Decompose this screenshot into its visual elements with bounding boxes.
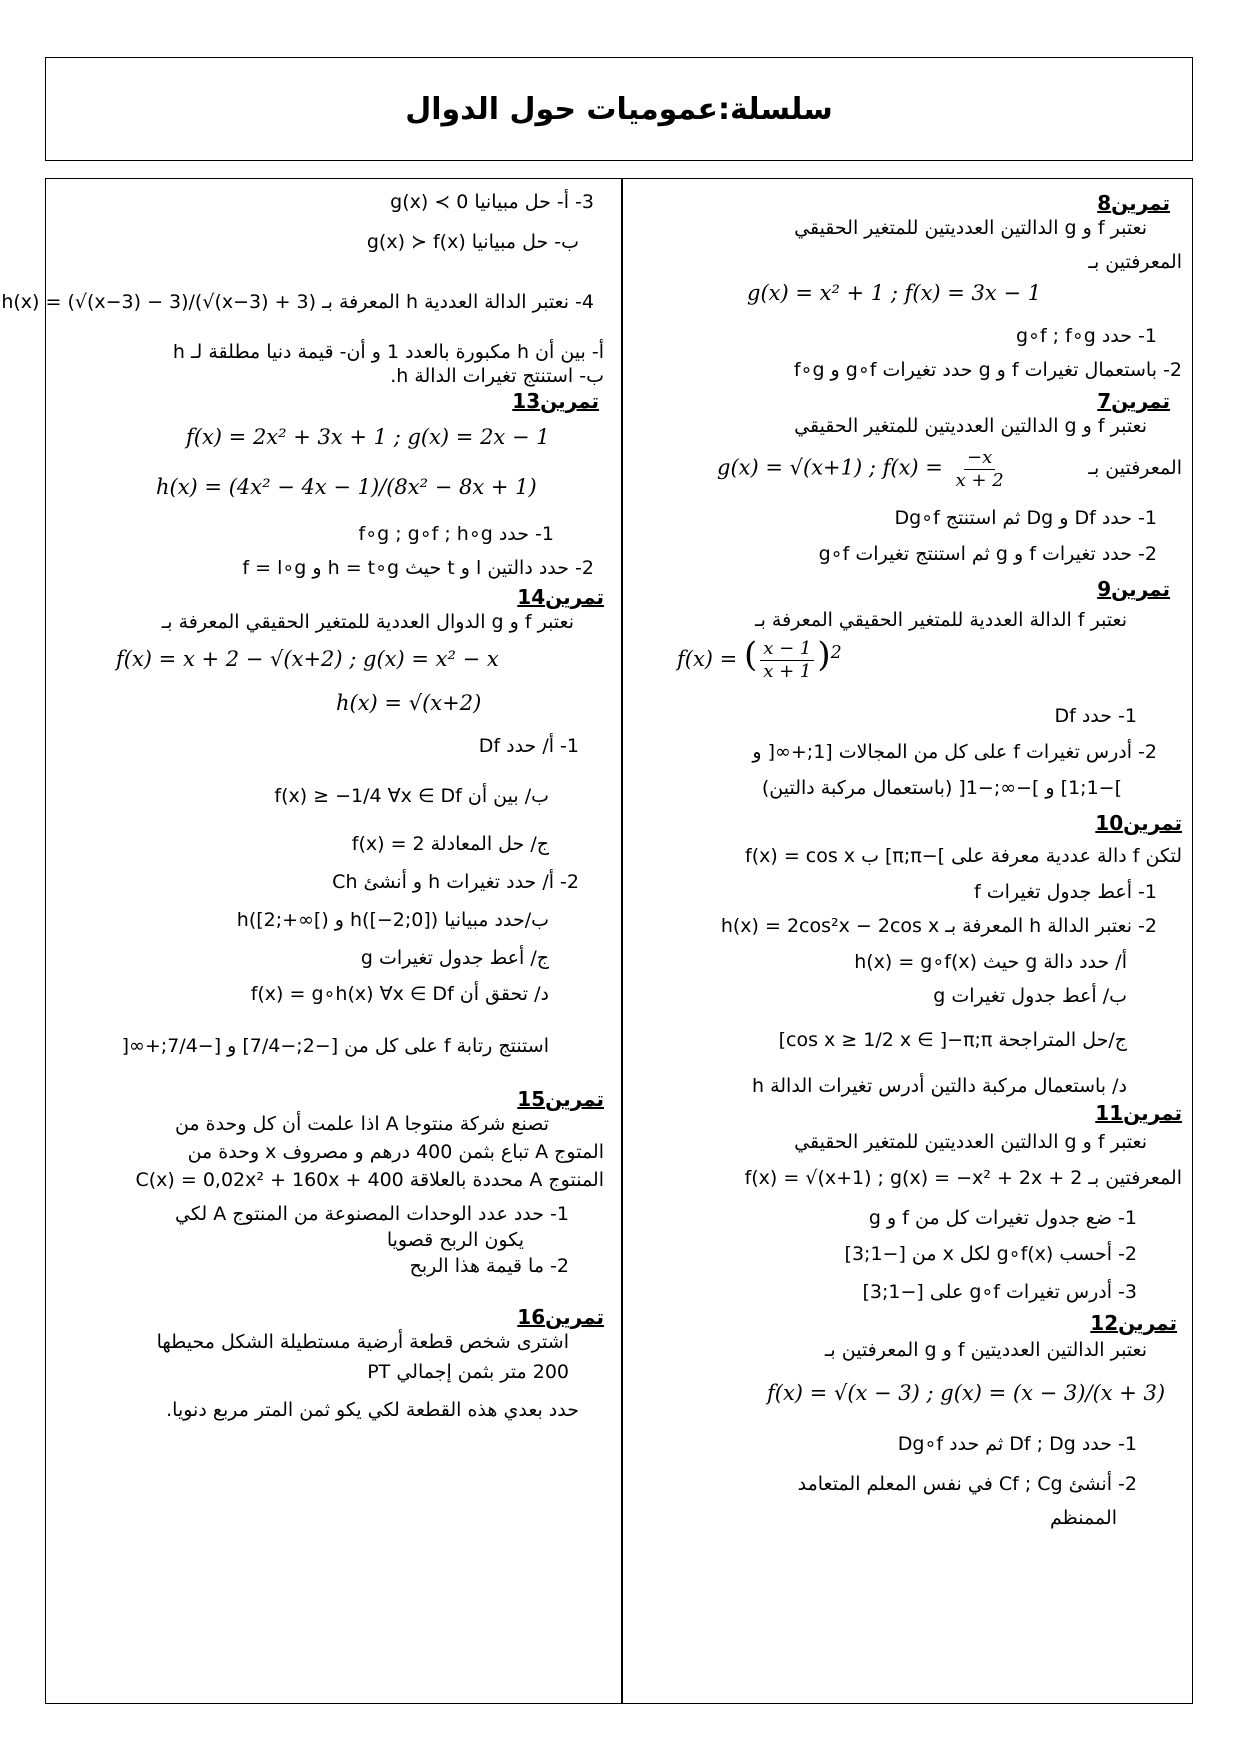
ex14-definition1: f(x) = x + 2 − √(x+2) ; g(x) = x² − x xyxy=(116,647,499,671)
ex9-question2b: ]−1;1] و ]−∞;−1[ (باستعمال مركبة دالتين) xyxy=(761,777,1122,799)
ex9-definition: f(x) = ( $\frac{x - 1}{x + 1}$ )$^2$ xyxy=(677,635,842,682)
ex11-question3: 3- أدرس تغيرات g∘f على [−1;3] xyxy=(862,1281,1137,1303)
ex7-question2: 2- حدد تغيرات f و g ثم استنتج تغيرات g∘f xyxy=(818,543,1157,565)
ex14-line1: نعتبر f و g الدوال العددية للمتغير الحقيقي المعرفة بـ xyxy=(161,611,574,633)
ex7-line2: المعرفتين بـ xyxy=(1088,457,1182,479)
exercise-8-heading: تمرين8 xyxy=(1097,191,1170,215)
column-divider xyxy=(621,179,623,1703)
ex9-question2: 2- أدرس تغيرات f على كل من المجالات [1;+∞[ و xyxy=(752,741,1157,763)
ex13-definition2: h(x) = (4x² − 4x − 1)/(8x² − 8x + 1) xyxy=(156,475,537,499)
ex10-question2c: ج/حل المتراجحة cos x ≥ 1/2 x ∈ ]−π;π] xyxy=(778,1029,1127,1051)
ex7-question1: 1- حدد Df و Dg ثم استنتج Dg∘f xyxy=(894,507,1157,529)
page-title: سلسلة:عموميات حول الدوال xyxy=(405,91,833,127)
ex7-definition xyxy=(717,447,1010,491)
exercise-12-heading: تمرين12 xyxy=(1090,1311,1177,1335)
ex9-line1: نعتبر f الدالة العددية للمتغير الحقيقي المعرفة بـ xyxy=(755,609,1127,631)
ex16-line3: حدد بعدي هذه القطعة لكي يكو ثمن المتر مربع دنويا. xyxy=(166,1399,579,1421)
ex10-question2a: أ/ حدد دالة g حيث h(x) = g∘f(x) xyxy=(854,951,1127,973)
ex7-frac-denominator: x + 2 xyxy=(955,469,1004,491)
ex11-question2: 2- أحسب g∘f(x) لكل x من [−1;3] xyxy=(844,1243,1137,1265)
ex7-def-text: g(x) = √(x+1) ; f(x) = xyxy=(717,455,943,480)
ex11-line2: المعرفتين بـ f(x) = √(x+1) ; g(x) = −x² + 2x + 2 xyxy=(744,1167,1182,1189)
ex9-exponent: 2 xyxy=(830,643,842,663)
ex12-question3a: 3- أ- حل مبيانيا g(x) ≺ 0 xyxy=(390,191,594,213)
exercise-9-heading: تمرين9 xyxy=(1097,577,1170,601)
ex9-question1: 1- حدد Df xyxy=(1054,705,1137,727)
ex12-question4a: أ- بين أن h مكبورة بالعدد 1 و أن- قيمة دنيا مطلقة لـ h xyxy=(172,341,604,363)
ex10-question2b: ب/ أعط جدول تغيرات g xyxy=(933,985,1127,1007)
title-box xyxy=(45,57,1193,161)
ex14-question2e: استنتج رتابة f على كل من [−2;−7/4] و [−7/4;+∞[ xyxy=(121,1035,549,1057)
ex16-line2: 200 متر بثمن إجمالي PT xyxy=(367,1361,569,1383)
ex15-question1b: يكون الربح قصويا xyxy=(386,1229,524,1251)
ex9-fraction xyxy=(760,638,814,682)
ex9-def-text: f(x) = xyxy=(677,647,738,671)
ex12-question3b: ب- حل مبيانيا g(x) ≻ f(x) xyxy=(366,231,579,253)
ex12-question4: 4- نعتبر الدالة العددية h المعرفة بـ h(x) = (√(x−3) − 3)/(√(x−3) + 3) xyxy=(1,291,594,313)
ex10-line1: لتكن f دالة عددية معرفة على ]−π;π] ب f(x) = cos x xyxy=(745,845,1182,867)
ex9-frac-numerator: x − 1 xyxy=(760,638,814,661)
exercise-14-heading: تمرين14 xyxy=(517,585,604,609)
exercise-16-heading: تمرين16 xyxy=(517,1305,604,1329)
ex12-line1: نعتبر الدالتين العدديتين f و g المعرفتين بـ xyxy=(824,1339,1147,1361)
ex13-question1: 1- حدد f∘g ; g∘f ; h∘g xyxy=(358,523,554,545)
exercise-columns xyxy=(1,178,1193,1704)
ex7-line1: نعتبر f و g الدالتين العدديتين للمتغير الحقيقي xyxy=(794,415,1147,437)
ex15-question1: 1- حدد عدد الوحدات المصنوعة من المنتوج A لكي xyxy=(175,1203,569,1225)
ex16-line1: اشترى شخص قطعة أرضية مستطيلة الشكل محيطها xyxy=(156,1331,569,1353)
ex12-question2b: الممنظم xyxy=(1049,1507,1117,1529)
exercise-11-heading: تمرين11 xyxy=(1095,1101,1182,1125)
ex10-question1: 1- أعط جدول تغيرات f xyxy=(974,881,1157,903)
ex14-question2d: د/ تحقق أن f(x) = g∘h(x) ∀x ∈ Df xyxy=(250,983,549,1005)
ex15-line2: المتوج A تباع بثمن 400 درهم و مصروف x وحدة من xyxy=(187,1141,604,1163)
ex9-frac-denominator: x + 1 xyxy=(763,661,812,682)
ex7-frac-numerator: −x xyxy=(964,447,995,470)
ex12-definition: f(x) = √(x − 3) ; g(x) = (x − 3)/(x + 3) xyxy=(767,1381,1166,1405)
ex10-question2: 2- نعتبر الدالة h المعرفة بـ h(x) = 2cos²x − 2cos x xyxy=(720,915,1157,937)
ex10-question2d: د/ باستعمال مركبة دالتين أدرس تغيرات الدالة h xyxy=(752,1075,1127,1097)
exercise-13-heading: تمرين13 xyxy=(512,389,599,413)
ex7-fraction xyxy=(953,447,1007,491)
ex15-question2: 2- ما قيمة هذا الربح xyxy=(409,1255,569,1277)
ex8-line1: نعتبر f و g الدالتين العدديتين للمتغير الحقيقي xyxy=(794,217,1147,239)
ex13-question2: 2- حدد دالتين l و t حيث h = t∘g و f = l∘g xyxy=(242,557,594,579)
ex8-question2: 2- باستعمال تغيرات f و g حدد تغيرات g∘f و f∘g xyxy=(793,359,1182,381)
ex14-question2b: ب/حدد مبيانيا h([−2;0]) و h([2;+∞[) xyxy=(236,909,549,931)
ex11-question1: 1- ضع جدول تغيرات كل من f و g xyxy=(868,1207,1137,1229)
ex8-line2: المعرفتين بـ xyxy=(1088,251,1182,273)
exercise-15-heading: تمرين15 xyxy=(517,1087,604,1111)
ex14-question2: 2- أ/ حدد تغيرات h و أنشئ Ch xyxy=(332,871,579,893)
ex13-definition1: f(x) = 2x² + 3x + 1 ; g(x) = 2x − 1 xyxy=(186,425,550,449)
ex15-line1: تصنع شركة منتوجا A اذا علمت أن كل وحدة من xyxy=(174,1113,549,1135)
ex14-question1b: ب/ بين أن f(x) ≥ −1/4 ∀x ∈ Df xyxy=(274,785,549,807)
ex14-question1c: ج/ حل المعادلة f(x) = 2 xyxy=(351,833,549,855)
ex11-line1: نعتبر f و g الدالتين العدديتين للمتغير الحقيقي xyxy=(794,1131,1147,1153)
ex12-question2: 2- أنشئ Cf ; Cg في نفس المعلم المتعامد xyxy=(797,1473,1137,1495)
ex8-question1: 1- حدد g∘f ; f∘g xyxy=(1016,325,1157,347)
ex14-question2c: ج/ أعط جدول تغيرات g xyxy=(360,947,549,969)
ex12-question4b: ب- استنتج تغيرات الدالة h. xyxy=(390,365,604,387)
exercise-10-heading: تمرين10 xyxy=(1095,811,1182,835)
ex8-definition: g(x) = x² + 1 ; f(x) = 3x − 1 xyxy=(747,281,1042,305)
ex14-question1: 1- أ/ حدد Df xyxy=(478,735,579,757)
ex15-line3: المنتوج A محددة بالعلاقة C(x) = 0,02x² + 160x + 400 xyxy=(135,1169,604,1191)
ex12-question1: 1- حدد Df ; Dg ثم حدد Dg∘f xyxy=(897,1433,1137,1455)
ex14-definition2: h(x) = √(x+2) xyxy=(336,691,482,715)
exercise-7-heading: تمرين7 xyxy=(1097,389,1170,413)
